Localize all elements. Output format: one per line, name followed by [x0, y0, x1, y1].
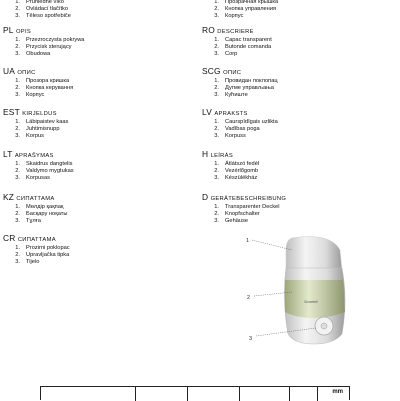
list-item: 2. Knopfschalter [214, 211, 260, 218]
section-heading: UA ОПИС [3, 66, 36, 76]
list-item: 1. Prozirni poklopac [15, 245, 70, 251]
section-heading: CR СИПАТТАМА [3, 233, 56, 243]
section-pl [3, 26, 193, 58]
list-item: 3. Кућиште [214, 92, 248, 99]
list-item: 1. Capac transparent [214, 37, 272, 43]
callout-2: 2 [247, 295, 251, 301]
section-ru [202, 0, 392, 20]
list-item: 1. Caurspīdīgais uzlikta [214, 119, 278, 125]
list-item: 1. Przezroczysta pokrywa [15, 37, 85, 43]
list-item: 1. Átlátszó fedél [214, 161, 260, 167]
list-item: 3. Korpusas [15, 175, 51, 182]
dimensions-table [40, 386, 350, 400]
table-divider [239, 387, 240, 401]
section-lv [202, 108, 392, 140]
section-heading: D GERÄTEBESCHREIBUNG [202, 192, 287, 202]
list-item: 2. Upravljačka tipka [15, 252, 70, 259]
lid-shape [286, 237, 342, 271]
table-divider [187, 387, 188, 401]
table-divider [317, 387, 318, 401]
list-item: 2. Vezérlőgomb [214, 168, 259, 175]
section-heading: SCG ОПИС [202, 66, 242, 76]
table-divider [289, 387, 290, 401]
list-item: 2. Butonde comanda [214, 44, 272, 51]
list-item: 1. Skaidrus dangtelis [15, 161, 73, 167]
section-ua [3, 67, 193, 99]
list-item: 1. Прозрачная крышка [214, 0, 279, 5]
list-item: 3. Корпус [214, 13, 244, 20]
section-est [3, 108, 193, 140]
list-item: 1. Průhledné víko [15, 0, 64, 5]
list-item: 3. Корпус [15, 92, 45, 99]
section-heading: LV APRAKSTS [202, 107, 248, 117]
section-heading: H LEÍRÁS [202, 149, 233, 159]
list-item: 3. Korpus [15, 133, 45, 140]
section-scg [202, 67, 392, 99]
section-heading: PL OPIS [3, 25, 32, 35]
unit-label: mm [332, 389, 343, 395]
list-item: 3. Gehäuse [214, 218, 249, 225]
list-item: 2. Дугме управљања [214, 85, 274, 92]
section-cr [3, 234, 193, 266]
appliance-illustration [230, 230, 360, 370]
table-divider [135, 387, 136, 401]
section-cz [3, 0, 193, 20]
list-item: 2. Vadības poga [214, 126, 260, 133]
list-item: 1. Transparenter Deckel [214, 204, 280, 210]
list-item: 2. Przycisk sterujący [15, 44, 72, 51]
section-heading: KZ СИПАТТАМА [3, 192, 55, 202]
section-heading: LT APRAŠYMAS [3, 149, 54, 159]
callout-1: 1 [246, 238, 250, 244]
list-item: 1. Прозора кришка [15, 78, 70, 84]
list-item: 1. Провидан поклопац [214, 78, 278, 84]
list-item: 2. Кнопка управления [214, 6, 277, 13]
list-item: 2. Juhtimisnupp [15, 126, 60, 133]
list-item: 3. Тұлға [15, 218, 41, 225]
list-item: 2. Кнопка керування [15, 85, 74, 92]
section-ro [202, 26, 392, 58]
section-lt [3, 150, 193, 182]
list-item: 2. Ovládací tlačítko [15, 6, 69, 13]
section-d [202, 193, 392, 225]
section-h [202, 150, 392, 182]
list-item: 2. Басқару ноқаты [15, 211, 68, 218]
list-item: 1. Мөлдір қақпақ [15, 204, 64, 210]
section-heading: RO DESCRIERE [202, 25, 254, 35]
brand-label: Scarlett [304, 299, 318, 304]
callout-3: 3 [249, 336, 253, 342]
list-item: 2. Valdymo mygtukas [15, 168, 74, 175]
list-item: 3. Obudowa [15, 51, 51, 58]
list-item: 3. Korpuss [214, 133, 246, 140]
button-center-icon [321, 323, 327, 329]
list-item: 3. Tijelo [15, 259, 40, 266]
list-item: 1. Läbipaistev kaas [15, 119, 69, 125]
section-kz [3, 193, 193, 225]
list-item: 3. Készülékház [214, 175, 258, 182]
list-item: 3. Corp [214, 51, 238, 58]
list-item: 3. Těleso spotřebiče [15, 13, 71, 20]
section-heading: EST KIRJELDUS [3, 107, 57, 117]
